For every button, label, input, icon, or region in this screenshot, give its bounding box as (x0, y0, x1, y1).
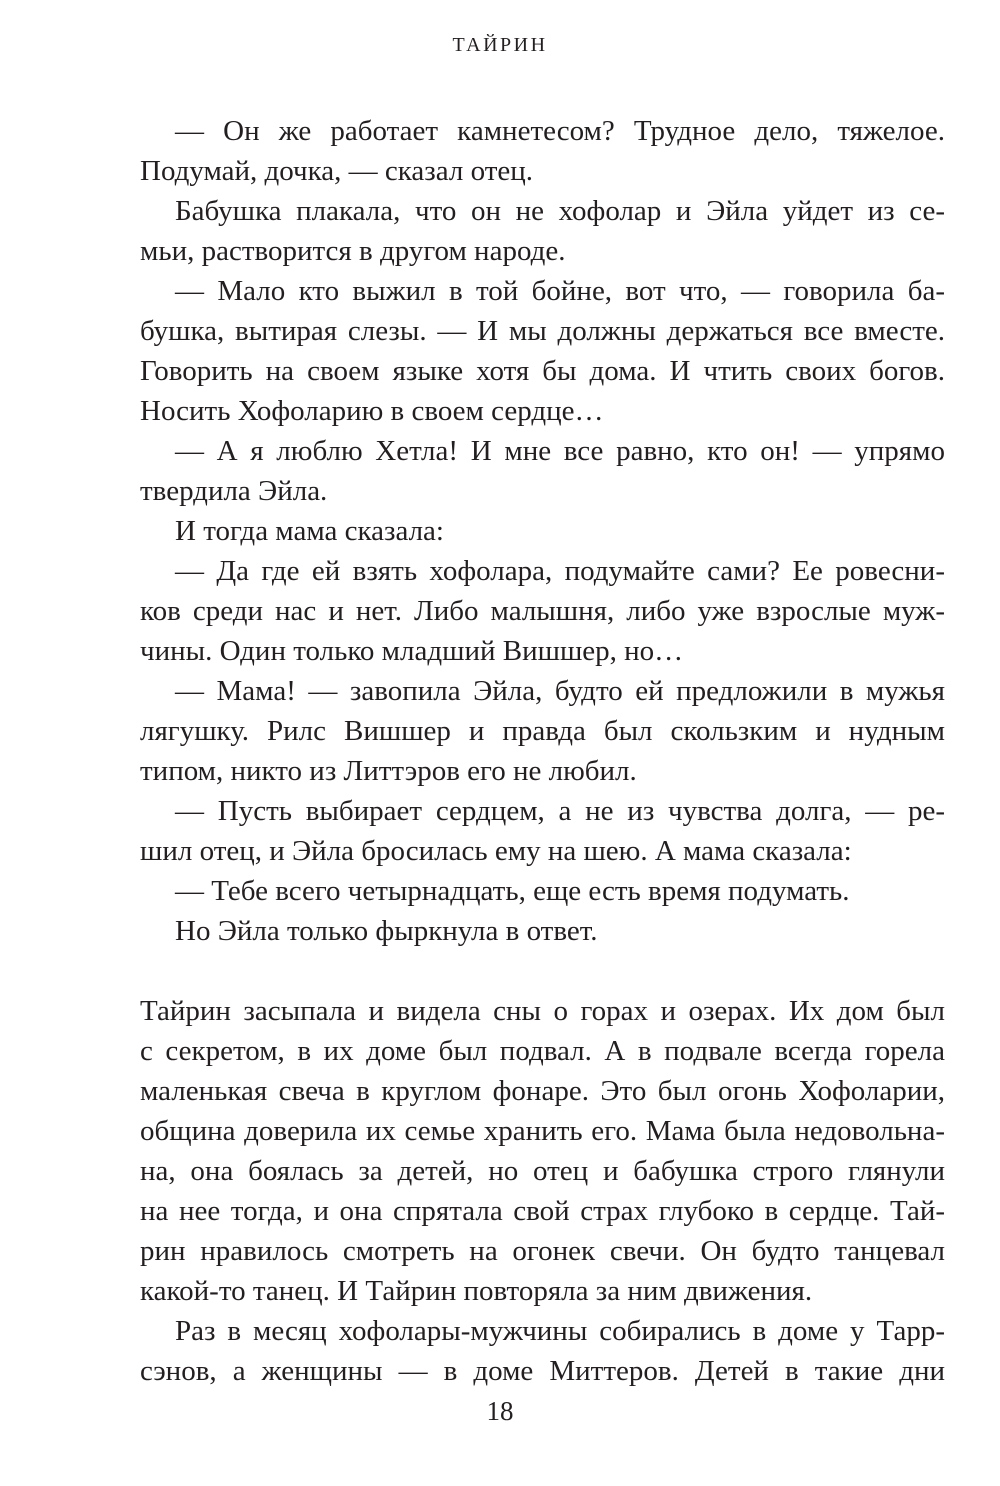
text-line (0, 191, 1000, 231)
text-line (0, 1151, 1000, 1191)
line-text: — А я люблю Хетла! И мне все равно, кто он! — упрямо (175, 435, 945, 467)
line-text: Носить Хофоларию в своем сердце… (140, 395, 604, 427)
text-line (0, 1191, 1000, 1231)
line-text: шил отец, и Эйла бросилась ему на шею. А мама сказала: (140, 835, 852, 867)
text-line (0, 151, 1000, 191)
line-text: — Он же работает камнетесом? Трудное дело, тяжелое. (175, 115, 945, 147)
line-text: Раз в месяц хофолары-мужчины собирались в доме у Тарр- (175, 1315, 945, 1347)
text-line (0, 751, 1000, 791)
line-text: лягушку. Рилс Вишшер и правда был скользким и нудным (140, 715, 945, 747)
text-line (0, 1351, 1000, 1391)
text-line (0, 471, 1000, 511)
text-line (0, 871, 1000, 911)
text-line (0, 1031, 1000, 1071)
line-text: рин нравилось смотреть на огонек свечи. Он будто танцевал (140, 1235, 945, 1267)
text-line (0, 351, 1000, 391)
line-text: с секретом, в их доме был подвал. А в подвале всегда горела (140, 1035, 945, 1067)
line-text: чины. Один только младший Вишшер, но… (140, 635, 684, 667)
text-line (0, 791, 1000, 831)
text-line (0, 311, 1000, 351)
text-line (0, 911, 1000, 951)
text-line (0, 711, 1000, 751)
text-line (0, 1111, 1000, 1151)
line-text: Но Эйла только фыркнула в ответ. (175, 915, 598, 947)
text-line (0, 231, 1000, 271)
line-text: ков среди нас и нет. Либо малышня, либо уже взрослые муж- (140, 595, 945, 627)
text-line (0, 1231, 1000, 1271)
line-text: Тайрин засыпала и видела сны о горах и озерах. Их дом был (140, 995, 945, 1027)
line-text: маленькая свеча в круглом фонаре. Это был огонь Хофоларии, (140, 1075, 945, 1107)
line-text: сэнов, а женщины — в доме Миттеров. Детей в такие дни (140, 1355, 945, 1387)
text-line (0, 391, 1000, 431)
line-text: на нее тогда, и она спрятала свой страх глубоко в сердце. Тай- (140, 1195, 945, 1227)
text-line (0, 111, 1000, 151)
text-line (0, 1071, 1000, 1111)
page-number: 18 (486, 1396, 514, 1426)
line-text: — Да где ей взять хофолара, подумайте сами? Ее ровесни- (175, 555, 945, 587)
text-line (0, 1271, 1000, 1311)
text-line (0, 991, 1000, 1031)
line-text: какой-то танец. И Тайрин повторяла за ним движения. (140, 1275, 813, 1307)
line-text: — Пусть выбирает сердцем, а не из чувства долга, — ре- (175, 795, 945, 827)
text-line (0, 671, 1000, 711)
text-line (0, 1311, 1000, 1351)
text-line (0, 551, 1000, 591)
text-line (0, 831, 1000, 871)
text-line (0, 631, 1000, 671)
line-text: И тогда мама сказала: (175, 515, 444, 547)
text-line (0, 431, 1000, 471)
line-text: община доверила их семье хранить его. Мама была недовольна- (140, 1115, 945, 1147)
line-text: Подумай, дочка, — сказал отец. (140, 155, 534, 187)
line-text: — Тебе всего четырнадцать, еще есть время подумать. (175, 875, 850, 907)
line-text: бушка, вытирая слезы. — И мы должны держаться все вместе. (140, 315, 945, 347)
line-text: мьи, растворится в другом народе. (140, 235, 566, 267)
text-line (0, 591, 1000, 631)
line-text: — Мало кто выжил в той бойне, вот что, — говорила ба- (175, 275, 945, 307)
text-line (0, 511, 1000, 551)
line-text: твердила Эйла. (140, 475, 328, 507)
text-line (0, 271, 1000, 311)
line-text: на, она боялась за детей, но отец и бабушка строго глянули (140, 1155, 945, 1187)
line-text: типом, никто из Литтэров его не любил. (140, 755, 637, 787)
line-text: — Мама! — завопила Эйла, будто ей предложили в мужья (175, 675, 945, 707)
line-text: Говорить на своем языке хотя бы дома. И чтить своих богов. (140, 355, 945, 387)
line-text: Бабушка плакала, что он не хофолар и Эйла уйдет из се- (175, 195, 945, 227)
running-header: ТАЙРИН (452, 34, 548, 56)
